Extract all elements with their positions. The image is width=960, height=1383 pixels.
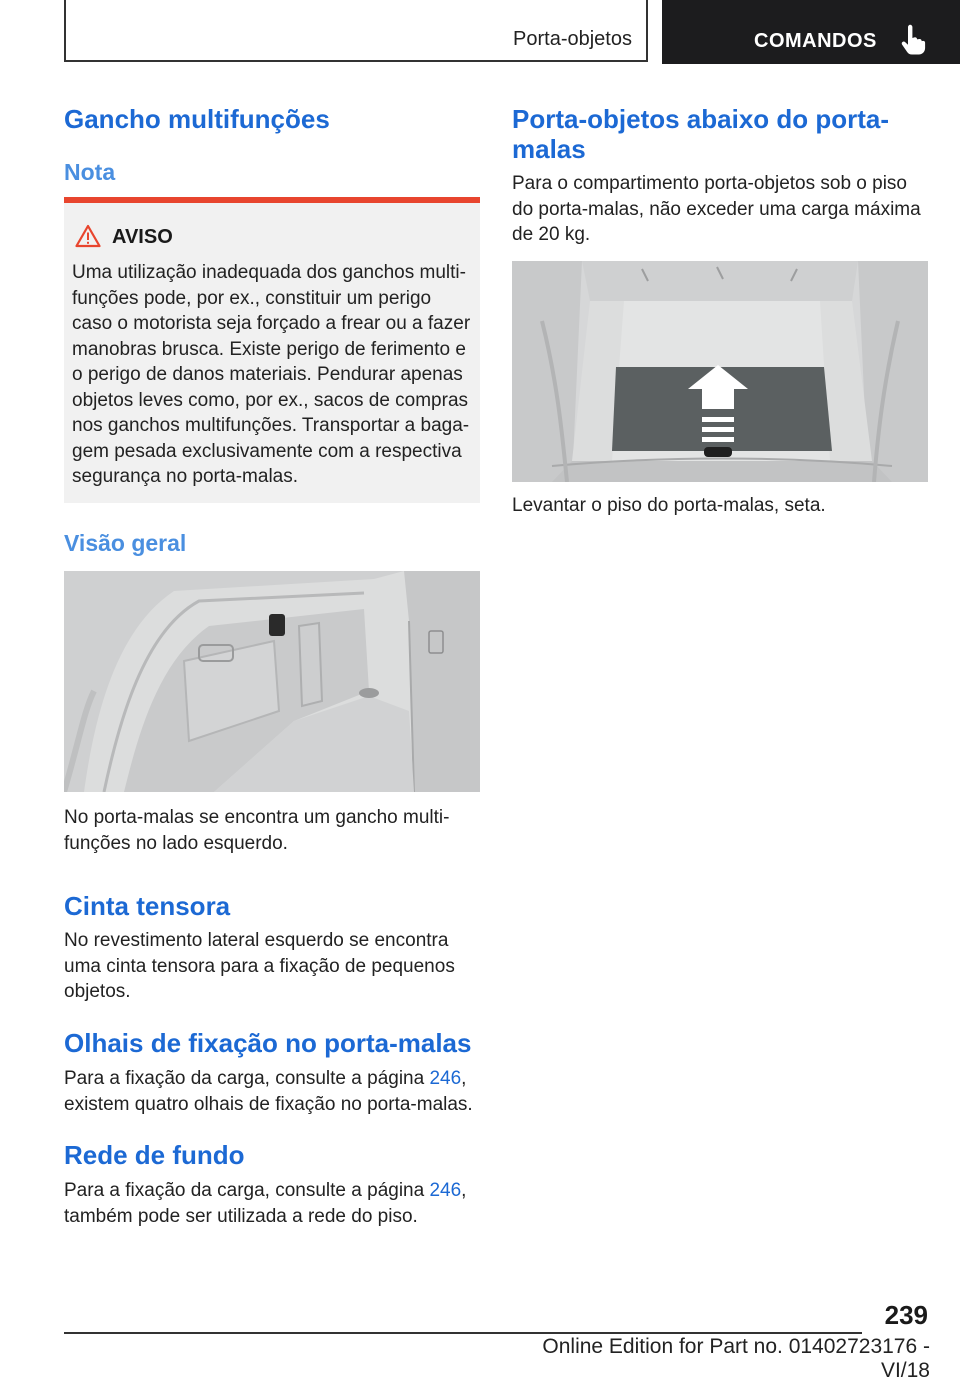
edition-info: Online Edition for Part no. 01402723176 - VI/18 xyxy=(542,1335,930,1382)
pointing-hand-icon xyxy=(897,24,927,56)
warning-text xyxy=(72,260,472,490)
cinta-line: No revestimento lateral esquerdo se encontra xyxy=(64,930,449,951)
page-number: 239 xyxy=(884,1300,928,1330)
floor-caption: Levantar o piso do porta-malas, seta. xyxy=(512,495,826,516)
heading-visao-geral: Visão geral xyxy=(64,530,187,556)
warning-line: gem pesada exclusivamente com a respectiva xyxy=(72,440,462,462)
olhais-text: Para a fixação da carga, consulte a página xyxy=(64,1068,430,1089)
warning-line: o perigo de danos materiais. Pendurar apenas xyxy=(72,364,463,385)
warning-triangle-icon xyxy=(75,224,101,248)
intro-line: Para o compartimento porta-objetos sob o piso xyxy=(512,173,907,194)
header-section-title: Porta-objetos xyxy=(513,28,632,50)
warning-line: funções pode, por ex., constituir um perigo xyxy=(72,287,432,309)
warning-title: AVISO xyxy=(112,226,173,248)
warning-line: segurança no porta-malas. xyxy=(72,466,299,487)
chapter-tab-label: COMANDOS xyxy=(754,30,877,52)
rede-line-1 xyxy=(64,1178,484,1204)
warning-line: caso o motorista seja forçado a frear ou a fazer xyxy=(72,313,471,334)
olhais-comma: , xyxy=(461,1068,467,1089)
heading-line: malas xyxy=(512,134,586,164)
trunk-floor-image xyxy=(512,261,928,482)
warning-line: Uma utilização inadequada dos ganchos multi‐ xyxy=(72,262,466,283)
warning-line: manobras brusca. Existe perigo de ferimento e xyxy=(72,338,466,360)
page-link-246[interactable]: 246 xyxy=(429,1068,462,1089)
rede-text: Para a fixação da carga, consulte a página xyxy=(64,1180,430,1201)
cinta-line: uma cinta tensora para a fixação de pequenos xyxy=(64,955,455,977)
intro-line: de 20 kg. xyxy=(512,224,591,245)
cinta-paragraph xyxy=(64,928,480,1005)
warning-line: objetos leves como, por ex., sacos de compras xyxy=(72,389,469,411)
rede-paragraph xyxy=(64,1178,484,1229)
header-section-box xyxy=(64,0,648,62)
heading-rede-fundo: Rede de fundo xyxy=(64,1140,245,1170)
heading-line: Porta-objetos abaixo do porta- xyxy=(512,104,890,134)
olhais-line-1 xyxy=(64,1066,484,1092)
heading-olhais-fixacao: Olhais de fixação no porta-malas xyxy=(64,1028,472,1058)
rede-comma: , xyxy=(461,1180,467,1201)
rede-line-2: também pode ser utilizada a rede do piso. xyxy=(64,1205,418,1227)
trunk-overview-image xyxy=(64,571,480,792)
header-chapter-tab xyxy=(662,0,960,64)
intro-line: do porta-malas, não exceder uma carga máxima xyxy=(512,198,921,220)
heading-nota: Nota xyxy=(64,159,116,185)
visao-line: funções no lado esquerdo. xyxy=(64,832,288,854)
intro-paragraph xyxy=(512,171,932,248)
footer-divider xyxy=(64,1332,862,1334)
olhais-line-2: existem quatro olhais de fixação no porta-malas. xyxy=(64,1093,473,1115)
visao-paragraph xyxy=(64,805,480,856)
heading-gancho-multifuncoes: Gancho multifunções xyxy=(64,104,330,134)
heading-porta-objetos-abaixo xyxy=(512,104,932,164)
page-link-246[interactable]: 246 xyxy=(429,1180,462,1201)
olhais-paragraph xyxy=(64,1066,484,1117)
cinta-line: objetos. xyxy=(64,981,131,1002)
warning-line: nos ganchos multifunções. Transportar a baga‐ xyxy=(72,415,470,436)
page-header xyxy=(0,0,960,66)
heading-cinta-tensora: Cinta tensora xyxy=(64,891,231,921)
visao-line: No porta-malas se encontra um gancho multi‐ xyxy=(64,807,450,828)
